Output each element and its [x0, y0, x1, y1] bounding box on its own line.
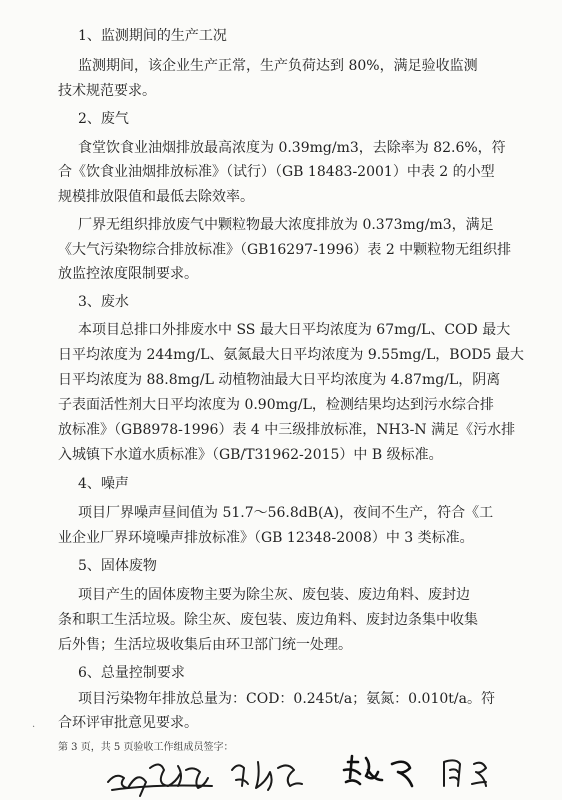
paragraph-line: 规模排放限值和最低去除效率。 [58, 189, 254, 205]
section-heading-2: 2、废气 [78, 111, 129, 127]
paragraph-line: 项目产生的固体废物主要为除尘灰、废包装、废边角料、废封边 [78, 587, 470, 603]
paragraph-line: 放标准》（GB8978-1996）表 4 中三级排放标准，NH3-N 满足《污水排 [58, 422, 516, 438]
signature-4 [444, 760, 486, 786]
paragraph-line: 后外售；生活垃圾收集后由环卫部门统一处理。 [58, 637, 352, 653]
page-footer: 第 3 页，共 5 页验收工作组成员签字： [58, 742, 234, 753]
paragraph-line: 厂界无组织排放废气中颗粒物最大浓度排放为 0.373mg/m3，满足 [78, 217, 494, 233]
paragraph-line: 业企业厂界环境噪声排放标准》（GB 12348-2008）中 3 类标准。 [58, 530, 474, 546]
section-heading-6: 6、总量控制要求 [78, 665, 185, 681]
paragraph-line: 放监控浓度限制要求。 [58, 266, 198, 282]
signature-3 [344, 756, 412, 786]
paragraph-line: 子表面活性剂大日平均浓度为 0.90mg/L，检测结果均达到污水综合排 [58, 397, 494, 413]
signature-2 [232, 762, 302, 790]
paragraph-line: 合环评审批意见要求。 [58, 715, 198, 731]
paragraph-line: 监测期间，该企业生产正常，生产负荷达到 80%，满足验收监测 [78, 58, 478, 74]
paragraph-line: 日平均浓度为 244mg/L、氨氮最大日平均浓度为 9.55mg/L，BOD5 最大 [58, 347, 524, 363]
section-heading-4: 4、噪声 [78, 476, 129, 492]
signature-1 [108, 764, 212, 796]
section-heading-3: 3、废水 [78, 294, 129, 310]
section-heading-1: 1、监测期间的生产工况 [78, 28, 227, 44]
section-heading-5: 5、固体废物 [78, 558, 157, 574]
paragraph-line: 合《饮食业油烟排放标准》（试行）（GB 18483-2001）中表 2 的小型 [58, 164, 495, 180]
paragraph-line: 本项目总排口外排废水中 SS 最大日平均浓度为 67mg/L、COD 最大 [78, 322, 511, 338]
paragraph-line: 食堂饮食业油烟排放最高浓度为 0.39mg/m3，去除率为 82.6%，符 [78, 140, 506, 156]
paragraph-line: 技术规范要求。 [58, 83, 156, 99]
paragraph-line: 入城镇下水道水质标准》（GB/T31962-2015）中 B 级标准。 [58, 447, 443, 463]
margin-mark: · [32, 722, 36, 733]
paragraph-line: 项目污染物年排放总量为：COD：0.245t/a；氨氮：0.010t/a。符 [78, 691, 495, 707]
paragraph-line: 项目厂界噪声昼间值为 51.7～56.8dB(A)，夜间不生产，符合《工 [78, 505, 494, 521]
paragraph-line: 日平均浓度为 88.8mg/L 动植物油最大日平均浓度为 4.87mg/L，阴离 [58, 372, 501, 388]
paragraph-line: 《大气污染物综合排放标准》（GB16297-1996）表 2 中颗粒物无组织排 [58, 242, 512, 258]
signatures [0, 740, 562, 800]
paragraph-line: 条和职工生活垃圾。除尘灰、废包装、废边角料、废封边条集中收集 [58, 612, 478, 628]
